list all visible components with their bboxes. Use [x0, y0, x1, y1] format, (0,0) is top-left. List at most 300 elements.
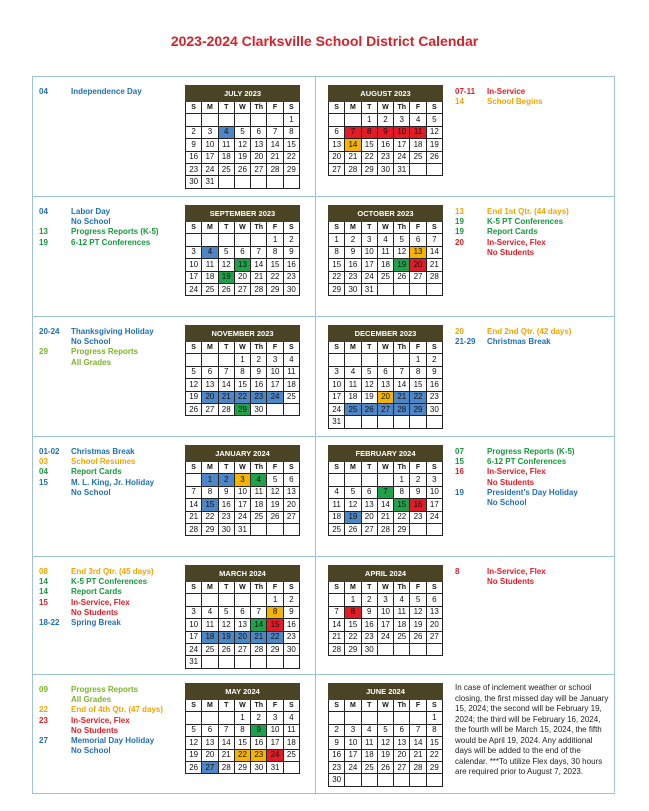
- day-cell: 12: [234, 139, 250, 151]
- day-cell: [267, 523, 283, 535]
- event-item: [455, 87, 613, 97]
- day-cell: 25: [218, 163, 234, 175]
- day-cell: 17: [394, 139, 410, 151]
- day-cell: 17: [377, 619, 393, 631]
- event-text: No School: [71, 217, 111, 227]
- day-cell: 6: [426, 594, 442, 606]
- weekday-label: F: [267, 462, 283, 474]
- event-text: School Resumes: [71, 457, 136, 467]
- day-cell: 14: [329, 619, 345, 631]
- weekday-label: T: [218, 342, 234, 354]
- day-cell: 13: [202, 379, 218, 391]
- day-cell: 18: [218, 151, 234, 163]
- event-date: 19: [455, 487, 464, 497]
- day-cell: 29: [234, 403, 250, 415]
- day-cell: 18: [410, 139, 426, 151]
- event-text: Labor Day: [71, 207, 111, 216]
- weekday-label: Th: [251, 342, 267, 354]
- event-item: [39, 227, 187, 237]
- day-cell: 31: [234, 523, 250, 535]
- day-cell: 17: [234, 499, 250, 511]
- day-cell: 1: [267, 594, 283, 606]
- day-cell: 12: [377, 737, 393, 749]
- day-cell: [329, 114, 345, 126]
- month-calendar: [185, 205, 300, 296]
- day-cell: 7: [345, 126, 361, 138]
- day-cell: 5: [218, 246, 234, 258]
- day-cell: 19: [361, 391, 377, 403]
- day-cell: [426, 523, 442, 535]
- event-item: [39, 217, 187, 227]
- event-date: 07-11: [455, 87, 476, 96]
- day-cell: [410, 712, 426, 724]
- day-cell: 24: [345, 761, 361, 773]
- weekday-label: Th: [251, 222, 267, 234]
- day-cell: 26: [410, 631, 426, 643]
- day-cell: 19: [377, 749, 393, 761]
- day-cell: 23: [361, 631, 377, 643]
- day-cell: [218, 176, 234, 188]
- day-cell: 27: [361, 523, 377, 535]
- event-date: [39, 726, 71, 736]
- day-cell: 4: [361, 724, 377, 736]
- day-cell: 5: [186, 724, 202, 736]
- day-cell: 18: [251, 499, 267, 511]
- day-cell: 10: [267, 366, 283, 378]
- day-cell: 19: [186, 749, 202, 761]
- event-list: [455, 447, 613, 508]
- day-cell: [186, 354, 202, 366]
- event-item: [455, 498, 613, 508]
- day-cell: 29: [202, 523, 218, 535]
- event-date: 13: [39, 227, 48, 237]
- event-item: [455, 97, 613, 107]
- day-cell: 6: [377, 366, 393, 378]
- day-cell: 30: [377, 163, 393, 175]
- day-cell: 6: [251, 126, 267, 138]
- day-cell: [410, 163, 426, 175]
- day-cell: 26: [218, 643, 234, 655]
- day-cell: [410, 774, 426, 786]
- event-text: Memorial Day Holiday: [71, 736, 155, 746]
- day-cell: 1: [267, 234, 283, 246]
- day-cell: 26: [234, 163, 250, 175]
- weekday-label: S: [426, 102, 442, 114]
- day-cell: 24: [377, 631, 393, 643]
- day-cell: 12: [186, 379, 202, 391]
- day-cell: [251, 523, 267, 535]
- day-cell: 14: [345, 139, 361, 151]
- day-cell: 5: [345, 486, 361, 498]
- day-cell: [283, 403, 299, 415]
- inclement-weather-note: In case of inclement weather or school closing, the first missed day will be January 15, 2024; the second will be February 19, 2024; the third will be February 16, 2024, the fourth will be March 15, 2024, the fifth would be April 19, 2024. Any additional days will be added to the end of the calendar. ***To utilize Flex days, 30 hours are required prior to August 7, 2023.: [455, 683, 609, 776]
- day-cell: [202, 354, 218, 366]
- weekday-label: S: [283, 582, 299, 594]
- day-cell: 19: [267, 499, 283, 511]
- day-cell: 11: [345, 379, 361, 391]
- day-cell: 17: [267, 379, 283, 391]
- day-cell: [329, 712, 345, 724]
- weekday-label: Th: [251, 102, 267, 114]
- day-cell: 14: [251, 259, 267, 271]
- weekday-label: M: [345, 342, 361, 354]
- day-cell: 19: [426, 139, 442, 151]
- day-cell: 10: [186, 619, 202, 631]
- day-cell: 13: [361, 499, 377, 511]
- day-cell: 1: [426, 712, 442, 724]
- event-item: [39, 716, 187, 726]
- day-cell: 8: [329, 246, 345, 258]
- day-cell: [202, 234, 218, 246]
- day-cell: 20: [377, 391, 393, 403]
- day-cell: 3: [345, 724, 361, 736]
- day-cell: [426, 283, 442, 295]
- day-cell: [218, 712, 234, 724]
- day-cell: [361, 416, 377, 428]
- day-cell: 22: [329, 271, 345, 283]
- event-item: [39, 705, 187, 715]
- month-calendar: [328, 445, 443, 536]
- event-date: 22: [39, 705, 48, 715]
- day-cell: [267, 656, 283, 668]
- day-cell: 14: [394, 379, 410, 391]
- day-cell: [251, 594, 267, 606]
- day-cell: 14: [186, 499, 202, 511]
- day-cell: 15: [267, 619, 283, 631]
- event-item: [39, 478, 187, 488]
- day-cell: [234, 594, 250, 606]
- weekday-label: S: [283, 102, 299, 114]
- day-cell: 27: [283, 511, 299, 523]
- day-cell: 12: [394, 246, 410, 258]
- weekday-label: S: [186, 102, 202, 114]
- event-date: [39, 358, 71, 368]
- day-cell: 23: [377, 151, 393, 163]
- weekday-label: S: [283, 222, 299, 234]
- day-cell: [234, 114, 250, 126]
- event-date: [455, 478, 487, 488]
- event-text: End 3rd Qtr. (45 days): [71, 567, 154, 576]
- day-cell: [218, 656, 234, 668]
- day-cell: 4: [283, 354, 299, 366]
- day-cell: 4: [202, 246, 218, 258]
- month-calendar: [328, 325, 443, 429]
- event-item: [39, 726, 187, 736]
- event-text: K-5 PT Conferences: [487, 217, 564, 227]
- day-cell: 2: [251, 354, 267, 366]
- day-cell: 6: [283, 474, 299, 486]
- weekday-label: Th: [394, 342, 410, 354]
- day-cell: [394, 416, 410, 428]
- day-cell: 12: [410, 606, 426, 618]
- event-item: [39, 736, 187, 746]
- weekday-label: W: [234, 222, 250, 234]
- weekday-label: W: [234, 462, 250, 474]
- day-cell: 23: [426, 391, 442, 403]
- day-cell: 17: [361, 259, 377, 271]
- day-cell: 12: [218, 619, 234, 631]
- day-cell: 9: [329, 737, 345, 749]
- event-item: [39, 695, 187, 705]
- day-cell: 7: [410, 724, 426, 736]
- day-cell: [361, 774, 377, 786]
- event-text: Christmas Break: [71, 447, 135, 456]
- day-cell: 16: [186, 151, 202, 163]
- day-cell: [426, 643, 442, 655]
- day-cell: 4: [345, 366, 361, 378]
- day-cell: 2: [426, 354, 442, 366]
- day-cell: 11: [377, 246, 393, 258]
- day-cell: 2: [410, 474, 426, 486]
- weekday-label: Th: [251, 462, 267, 474]
- day-cell: 17: [345, 749, 361, 761]
- day-cell: 13: [377, 379, 393, 391]
- day-cell: [329, 594, 345, 606]
- day-cell: 16: [426, 379, 442, 391]
- event-text: In-Service, Flex: [71, 715, 130, 725]
- month-calendar: [328, 205, 443, 296]
- day-cell: 24: [394, 151, 410, 163]
- day-cell: [426, 416, 442, 428]
- weekday-label: S: [426, 582, 442, 594]
- day-cell: [361, 712, 377, 724]
- day-cell: 2: [345, 234, 361, 246]
- day-cell: 24: [329, 403, 345, 415]
- day-cell: 30: [283, 643, 299, 655]
- day-cell: 22: [234, 749, 250, 761]
- day-cell: 7: [394, 366, 410, 378]
- day-cell: 8: [267, 246, 283, 258]
- day-cell: [394, 643, 410, 655]
- page-title: 2023-2024 Clarksville School District Calendar: [170, 33, 479, 49]
- day-cell: 8: [283, 126, 299, 138]
- event-item: [39, 618, 187, 628]
- weekday-label: W: [377, 700, 393, 712]
- day-cell: 26: [394, 271, 410, 283]
- event-date: 29: [39, 347, 48, 357]
- day-cell: 30: [283, 283, 299, 295]
- day-cell: 28: [410, 761, 426, 773]
- day-cell: 28: [377, 523, 393, 535]
- event-text: Progress Reports: [71, 685, 139, 694]
- day-cell: [283, 176, 299, 188]
- day-cell: 10: [361, 246, 377, 258]
- weekday-label: M: [202, 582, 218, 594]
- weekday-label: S: [283, 342, 299, 354]
- event-text: Progress Reports: [71, 347, 139, 357]
- day-cell: [426, 774, 442, 786]
- day-cell: 17: [426, 499, 442, 511]
- day-cell: 8: [394, 486, 410, 498]
- weekday-label: M: [345, 102, 361, 114]
- day-cell: 29: [426, 761, 442, 773]
- day-cell: 3: [186, 246, 202, 258]
- day-cell: 16: [218, 499, 234, 511]
- day-cell: 19: [218, 631, 234, 643]
- day-cell: 7: [251, 606, 267, 618]
- event-date: 8: [455, 567, 460, 576]
- day-cell: 27: [426, 631, 442, 643]
- day-cell: 2: [329, 724, 345, 736]
- event-date: 03: [39, 457, 48, 467]
- day-cell: 7: [218, 366, 234, 378]
- day-cell: 22: [234, 391, 250, 403]
- weekday-label: Th: [394, 582, 410, 594]
- event-text: Independence Day: [71, 87, 142, 96]
- weekday-label: Th: [394, 462, 410, 474]
- event-list: [455, 327, 613, 347]
- day-cell: [377, 283, 393, 295]
- day-cell: 11: [283, 724, 299, 736]
- day-cell: [410, 416, 426, 428]
- weekday-label: S: [329, 582, 345, 594]
- day-cell: [234, 176, 250, 188]
- weekday-label: F: [410, 700, 426, 712]
- weekday-label: T: [361, 700, 377, 712]
- calendar-row: [33, 437, 614, 557]
- day-cell: 2: [361, 594, 377, 606]
- event-item: [39, 327, 187, 337]
- day-cell: 22: [410, 391, 426, 403]
- day-cell: 17: [186, 631, 202, 643]
- day-cell: 31: [186, 656, 202, 668]
- day-cell: 12: [426, 126, 442, 138]
- event-text: School Begins: [487, 97, 543, 107]
- weekday-label: F: [410, 462, 426, 474]
- weekday-label: F: [267, 102, 283, 114]
- event-date: [39, 488, 71, 498]
- day-cell: 27: [410, 271, 426, 283]
- event-date: 27: [39, 736, 48, 746]
- month-name: JULY 2023: [186, 86, 300, 102]
- day-cell: 13: [410, 246, 426, 258]
- day-cell: [283, 523, 299, 535]
- event-item: [455, 567, 613, 577]
- day-cell: 5: [394, 234, 410, 246]
- day-cell: 26: [426, 151, 442, 163]
- day-cell: 30: [251, 761, 267, 773]
- day-cell: 3: [394, 114, 410, 126]
- event-item: [39, 347, 187, 357]
- event-item: [455, 447, 613, 457]
- day-cell: 6: [234, 606, 250, 618]
- day-cell: 15: [234, 737, 250, 749]
- calendar-row: [33, 197, 614, 317]
- day-cell: 6: [329, 126, 345, 138]
- day-cell: 20: [234, 631, 250, 643]
- day-cell: 7: [426, 234, 442, 246]
- day-cell: 18: [361, 749, 377, 761]
- weekday-label: T: [361, 222, 377, 234]
- day-cell: 15: [329, 259, 345, 271]
- day-cell: 18: [377, 259, 393, 271]
- day-cell: [345, 712, 361, 724]
- event-text: No School: [71, 487, 111, 497]
- day-cell: 25: [251, 511, 267, 523]
- event-text: M. L. King, Jr. Holiday: [71, 477, 155, 487]
- day-cell: 4: [394, 594, 410, 606]
- day-cell: 12: [218, 259, 234, 271]
- day-cell: 24: [202, 163, 218, 175]
- event-item: [39, 587, 187, 597]
- weekday-label: Th: [251, 582, 267, 594]
- day-cell: 22: [202, 511, 218, 523]
- day-cell: 3: [267, 712, 283, 724]
- day-cell: 16: [251, 379, 267, 391]
- day-cell: 9: [251, 724, 267, 736]
- day-cell: 14: [218, 737, 234, 749]
- day-cell: 16: [361, 619, 377, 631]
- day-cell: 5: [218, 606, 234, 618]
- day-cell: 28: [345, 163, 361, 175]
- event-date: 19: [455, 227, 464, 237]
- day-cell: 22: [361, 151, 377, 163]
- day-cell: 16: [377, 139, 393, 151]
- weekday-label: S: [426, 222, 442, 234]
- day-cell: [251, 176, 267, 188]
- weekday-label: M: [345, 700, 361, 712]
- day-cell: [329, 474, 345, 486]
- weekday-label: W: [377, 102, 393, 114]
- day-cell: 16: [251, 737, 267, 749]
- day-cell: 30: [251, 403, 267, 415]
- day-cell: 25: [329, 523, 345, 535]
- day-cell: 4: [329, 486, 345, 498]
- day-cell: [186, 594, 202, 606]
- day-cell: [202, 656, 218, 668]
- day-cell: 22: [267, 631, 283, 643]
- weekday-label: W: [377, 222, 393, 234]
- day-cell: 25: [202, 643, 218, 655]
- day-cell: [202, 594, 218, 606]
- event-date: 14: [39, 587, 48, 597]
- month-calendar: [328, 565, 443, 656]
- event-date: 14: [39, 577, 48, 587]
- month-name: DECEMBER 2023: [329, 326, 443, 342]
- day-cell: [251, 656, 267, 668]
- event-item: [455, 207, 613, 217]
- day-cell: 7: [251, 246, 267, 258]
- event-text: In-Service, Flex: [487, 237, 546, 247]
- day-cell: 8: [361, 126, 377, 138]
- event-item: [455, 248, 613, 258]
- day-cell: 9: [361, 606, 377, 618]
- day-cell: 3: [267, 354, 283, 366]
- event-item: [39, 577, 187, 587]
- day-cell: [377, 474, 393, 486]
- event-text: End 2nd Qtr. (42 days): [487, 327, 572, 336]
- day-cell: 15: [202, 499, 218, 511]
- day-cell: 26: [361, 403, 377, 415]
- day-cell: 27: [394, 761, 410, 773]
- day-cell: 5: [410, 594, 426, 606]
- day-cell: 9: [251, 366, 267, 378]
- day-cell: 1: [283, 114, 299, 126]
- day-cell: 14: [410, 737, 426, 749]
- day-cell: 7: [377, 486, 393, 498]
- day-cell: 31: [361, 283, 377, 295]
- day-cell: 23: [186, 163, 202, 175]
- calendar-row: [33, 77, 614, 197]
- day-cell: 27: [202, 761, 218, 773]
- day-cell: 31: [329, 416, 345, 428]
- month-name: JANUARY 2024: [186, 446, 300, 462]
- weekday-label: F: [410, 582, 426, 594]
- day-cell: 14: [377, 499, 393, 511]
- day-cell: 27: [377, 403, 393, 415]
- day-cell: 8: [410, 366, 426, 378]
- day-cell: 1: [234, 712, 250, 724]
